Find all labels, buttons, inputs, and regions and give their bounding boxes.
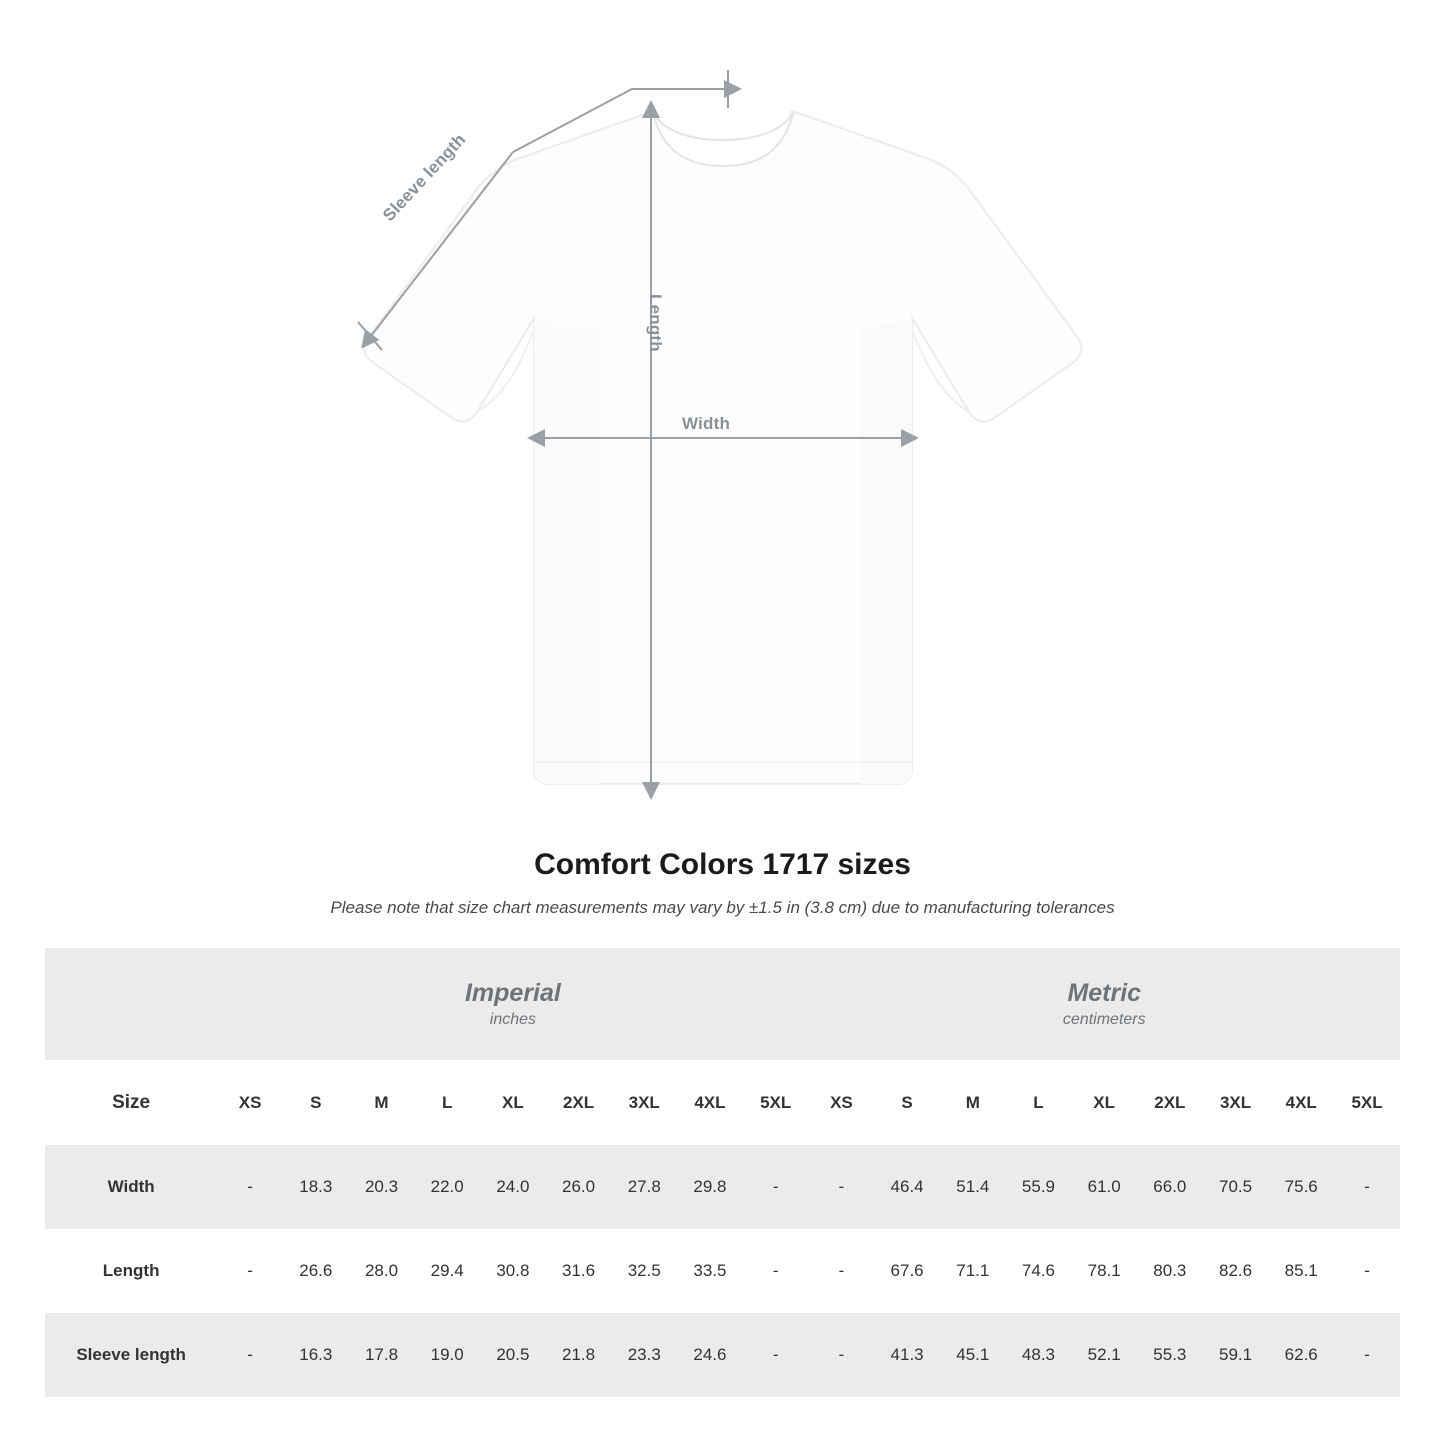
cell-width-metric-5xl: - <box>1334 1145 1400 1229</box>
cell-length-imperial-3xl: 32.5 <box>611 1229 677 1313</box>
unit-group-imperial-sub: inches <box>489 1011 537 1029</box>
cell-length-metric-m: 71.1 <box>940 1229 1006 1313</box>
cell-width-metric-4xl: 75.6 <box>1268 1145 1334 1229</box>
cell-length-imperial-xl: 30.8 <box>480 1229 546 1313</box>
unit-header-row <box>45 948 1400 1060</box>
cell-sleeve-imperial-xs: - <box>217 1313 283 1397</box>
length-label: Length <box>646 294 665 352</box>
sleeve-length-label: Sleeve length <box>379 129 470 225</box>
cell-width-imperial-xl: 24.0 <box>480 1145 546 1229</box>
cell-width-imperial-3xl: 27.8 <box>611 1145 677 1229</box>
row-label-length: Length <box>45 1229 217 1313</box>
size-header-row <box>45 1060 1400 1145</box>
cell-length-metric-3xl: 82.6 <box>1203 1229 1269 1313</box>
header-size-l-imperial: L <box>414 1060 480 1145</box>
cell-width-imperial-4xl: 29.8 <box>677 1145 743 1229</box>
header-size-label: Size <box>45 1060 217 1145</box>
cell-sleeve-metric-5xl: - <box>1334 1313 1400 1397</box>
cell-length-metric-s: 67.6 <box>874 1229 940 1313</box>
cell-width-metric-xs: - <box>809 1145 875 1229</box>
size-table <box>45 948 1400 1397</box>
cell-length-metric-5xl: - <box>1334 1229 1400 1313</box>
cell-sleeve-metric-xs: - <box>809 1313 875 1397</box>
size-table-wrapper <box>45 948 1400 1397</box>
unit-spacer-cell <box>45 948 217 1060</box>
cell-sleeve-imperial-4xl: 24.6 <box>677 1313 743 1397</box>
cell-sleeve-imperial-5xl: - <box>743 1313 809 1397</box>
cell-sleeve-imperial-3xl: 23.3 <box>611 1313 677 1397</box>
cell-width-imperial-xs: - <box>217 1145 283 1229</box>
header-size-5xl-metric: 5XL <box>1334 1060 1400 1145</box>
cell-width-metric-2xl: 66.0 <box>1137 1145 1203 1229</box>
row-label-width: Width <box>45 1145 217 1229</box>
unit-group-metric <box>809 948 1400 1060</box>
cell-length-imperial-xs: - <box>217 1229 283 1313</box>
cell-width-metric-xl: 61.0 <box>1071 1145 1137 1229</box>
cell-sleeve-metric-l: 48.3 <box>1006 1313 1072 1397</box>
cell-width-imperial-5xl: - <box>743 1145 809 1229</box>
cell-sleeve-imperial-2xl: 21.8 <box>546 1313 612 1397</box>
header-size-xs-imperial: XS <box>217 1060 283 1145</box>
cell-length-imperial-m: 28.0 <box>349 1229 415 1313</box>
cell-width-metric-m: 51.4 <box>940 1145 1006 1229</box>
cell-length-imperial-4xl: 33.5 <box>677 1229 743 1313</box>
header-size-s-imperial: S <box>283 1060 349 1145</box>
cell-length-metric-l: 74.6 <box>1006 1229 1072 1313</box>
tolerance-note: Please note that size chart measurements may vary by ±1.5 in (3.8 cm) due to manufacturing tolerances <box>330 898 1115 917</box>
header-size-2xl-metric: 2XL <box>1137 1060 1203 1145</box>
unit-group-imperial-name: Imperial <box>464 978 561 1007</box>
unit-group-metric-sub: centimeters <box>1062 1011 1146 1029</box>
header-size-4xl-imperial: 4XL <box>677 1060 743 1145</box>
cell-width-imperial-2xl: 26.0 <box>546 1145 612 1229</box>
cell-length-imperial-2xl: 31.6 <box>546 1229 612 1313</box>
cell-sleeve-imperial-xl: 20.5 <box>480 1313 546 1397</box>
header-size-3xl-metric: 3XL <box>1203 1060 1269 1145</box>
cell-length-metric-2xl: 80.3 <box>1137 1229 1203 1313</box>
cell-sleeve-imperial-s: 16.3 <box>283 1313 349 1397</box>
header-size-4xl-metric: 4XL <box>1268 1060 1334 1145</box>
cell-sleeve-metric-4xl: 62.6 <box>1268 1313 1334 1397</box>
header-size-s-metric: S <box>874 1060 940 1145</box>
cell-sleeve-imperial-l: 19.0 <box>414 1313 480 1397</box>
cell-width-metric-s: 46.4 <box>874 1145 940 1229</box>
cell-sleeve-metric-xl: 52.1 <box>1071 1313 1137 1397</box>
header-size-2xl-imperial: 2XL <box>546 1060 612 1145</box>
unit-group-metric-name: Metric <box>1067 978 1142 1007</box>
cell-sleeve-metric-2xl: 55.3 <box>1137 1313 1203 1397</box>
cell-width-imperial-l: 22.0 <box>414 1145 480 1229</box>
header-size-xl-imperial: XL <box>480 1060 546 1145</box>
cell-sleeve-metric-s: 41.3 <box>874 1313 940 1397</box>
table-row <box>45 1229 1400 1313</box>
table-row <box>45 1145 1400 1229</box>
cell-width-imperial-s: 18.3 <box>283 1145 349 1229</box>
cell-sleeve-metric-m: 45.1 <box>940 1313 1006 1397</box>
cell-width-metric-l: 55.9 <box>1006 1145 1072 1229</box>
header-size-m-metric: M <box>940 1060 1006 1145</box>
cell-length-metric-4xl: 85.1 <box>1268 1229 1334 1313</box>
width-label: Width <box>682 414 731 433</box>
unit-group-imperial <box>217 948 808 1060</box>
cell-width-imperial-m: 20.3 <box>349 1145 415 1229</box>
cell-length-metric-xs: - <box>809 1229 875 1313</box>
header-size-5xl-imperial: 5XL <box>743 1060 809 1145</box>
row-label-sleeve-length: Sleeve length <box>45 1313 217 1397</box>
cell-length-imperial-l: 29.4 <box>414 1229 480 1313</box>
cell-width-metric-3xl: 70.5 <box>1203 1145 1269 1229</box>
cell-sleeve-metric-3xl: 59.1 <box>1203 1313 1269 1397</box>
cell-length-imperial-s: 26.6 <box>283 1229 349 1313</box>
page-title: Comfort Colors 1717 sizes <box>534 848 911 881</box>
table-row <box>45 1313 1400 1397</box>
title-block <box>0 848 1445 918</box>
cell-length-metric-xl: 78.1 <box>1071 1229 1137 1313</box>
header-size-m-imperial: M <box>349 1060 415 1145</box>
header-size-xs-metric: XS <box>809 1060 875 1145</box>
cell-sleeve-imperial-m: 17.8 <box>349 1313 415 1397</box>
cell-length-imperial-5xl: - <box>743 1229 809 1313</box>
header-size-xl-metric: XL <box>1071 1060 1137 1145</box>
header-size-3xl-imperial: 3XL <box>611 1060 677 1145</box>
header-size-l-metric: L <box>1006 1060 1072 1145</box>
